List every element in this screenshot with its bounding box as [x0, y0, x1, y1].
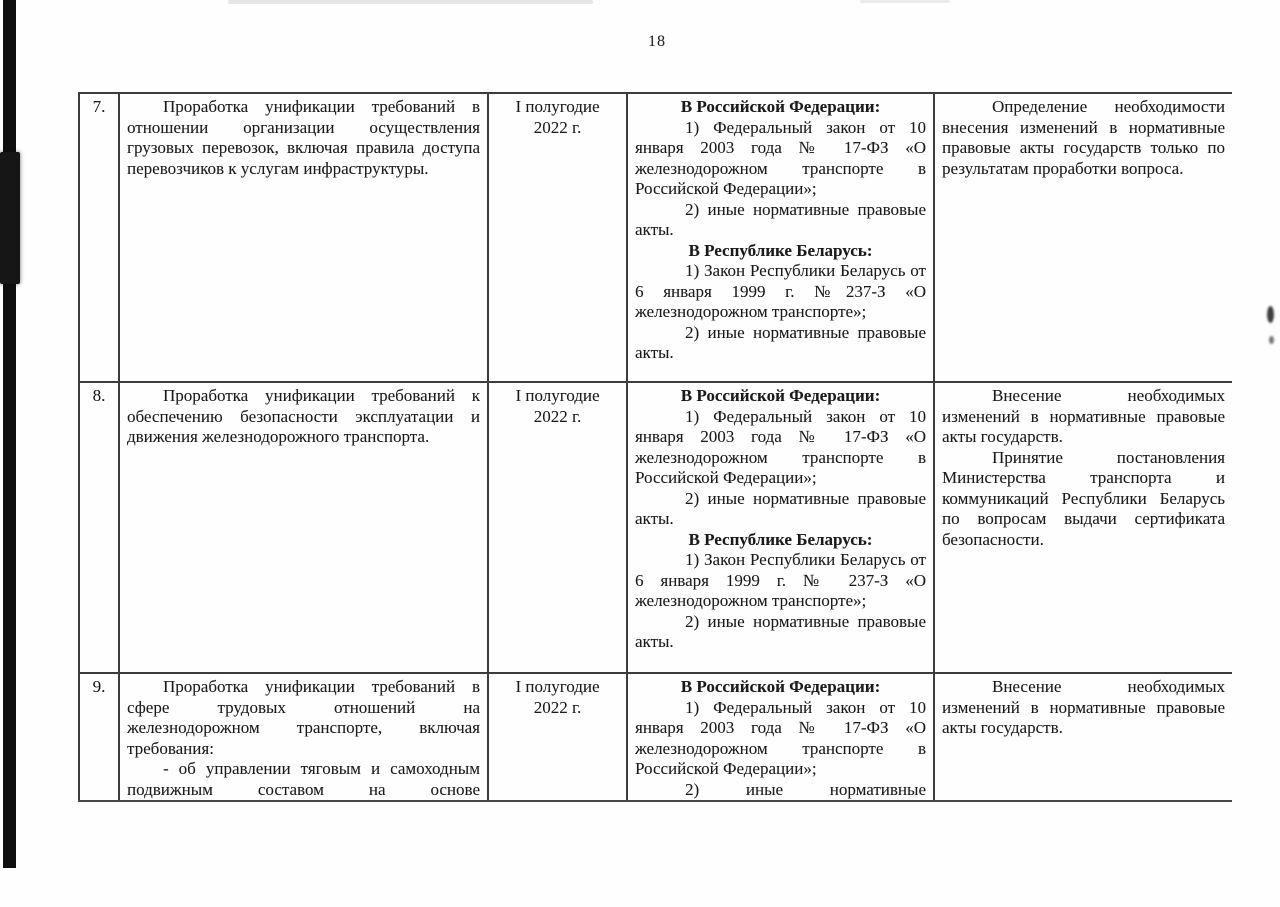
scan-artifact-top-smudge: [860, 0, 950, 3]
measure-cell: [119, 382, 488, 673]
scan-artifact-binding-blob: [0, 152, 20, 284]
scan-artifact-top-smudge: [228, 0, 593, 4]
cell-paragraph: 1) Федеральный закон от 10 января 2003 года № 17-ФЗ «О железнодорожном транспорте в Российской Федерации»;: [635, 697, 926, 778]
row-number-cell: 7.: [79, 93, 119, 382]
period-line-1: I полугодие: [515, 97, 600, 116]
measures-table-container: [78, 92, 1232, 802]
cell-paragraph: В Российской Федерации:: [680, 677, 881, 696]
cell-paragraph: В Российской Федерации:: [680, 97, 881, 116]
cell-paragraph: В Республике Беларусь:: [688, 529, 873, 549]
legal-basis-cell: [627, 382, 934, 673]
cell-paragraph: 2) иные нормативные: [685, 779, 926, 799]
cell-paragraph: Определение необходимости внесения изменений в нормативные правовые акты государств только по результатам проработки вопроса.: [942, 97, 1225, 178]
expected-result-cell: [934, 93, 1232, 382]
scan-artifact-ink-mark: [1267, 306, 1274, 323]
cell-paragraph: В Республике Беларусь:: [688, 240, 873, 260]
period-line-2: 2022 г.: [533, 697, 582, 717]
cell-paragraph: Принятие постановления Министерства транспорта и коммуникаций Республики Беларусь по вопросам выдачи сертификата безопасности.: [942, 447, 1225, 549]
page-number: 18: [648, 33, 666, 50]
table-row-9: [79, 673, 1232, 801]
cell-paragraph: В Российской Федерации:: [680, 386, 881, 405]
row-number-cell: 8.: [79, 382, 119, 673]
cell-paragraph: 2) иные нормативные правовые акты.: [635, 488, 926, 528]
cell-paragraph: 1) Федеральный закон от 10 января 2003 года № 17-ФЗ «О железнодорожном транспорте в Российской Федерации»;: [635, 117, 926, 198]
table-row-8: [79, 382, 1232, 673]
cell-paragraph: Внесение необходимых изменений в нормативные правовые акты государств.: [942, 677, 1225, 737]
cell-paragraph: 2) иные нормативные правовые акты.: [635, 611, 926, 651]
cell-paragraph: 2) иные нормативные правовые акты.: [635, 199, 926, 239]
period-line-2: 2022 г.: [533, 117, 582, 137]
scan-artifact-binding-bar: [3, 0, 16, 868]
period-cell: [488, 93, 627, 382]
cell-paragraph: Проработка унификации требований в сфере трудовых отношений на железнодорожном транспорте, включая требования:: [127, 677, 480, 758]
cell-paragraph: Внесение необходимых изменений в нормативные правовые акты государств.: [942, 386, 1225, 446]
table-row-7: [79, 93, 1232, 382]
legal-basis-cell: [627, 93, 934, 382]
cell-paragraph: 2) иные нормативные правовые акты.: [635, 322, 926, 362]
cell-paragraph: - об управлении тяговым и самоходным подвижным составом на основе: [127, 759, 480, 799]
row-number-cell: 9.: [79, 673, 119, 801]
measures-table: [78, 92, 1232, 802]
period-line-2: 2022 г.: [533, 406, 582, 426]
period-cell: [488, 673, 627, 801]
period-cell: [488, 382, 627, 673]
cell-paragraph: 1) Федеральный закон от 10 января 2003 года № 17-ФЗ «О железнодорожном транспорте в Российской Федерации»;: [635, 406, 926, 487]
cell-paragraph: Проработка унификации требований в отношении организации осуществления грузовых перевозок, включая правила доступа перевозчиков к услугам инфраструктуры.: [127, 97, 480, 178]
legal-basis-cell: [627, 673, 934, 801]
measure-cell: [119, 673, 488, 801]
period-line-1: I полугодие: [515, 386, 600, 405]
cell-paragraph: 1) Закон Республики Беларусь от 6 января 1999 г. №237-З «О железнодорожном транспорте»;: [635, 261, 926, 321]
cell-paragraph: Проработка унификации требований к обеспечению безопасности эксплуатации и движения железнодорожного транспорта.: [127, 386, 480, 446]
expected-result-cell: [934, 382, 1232, 673]
measure-cell: [119, 93, 488, 382]
period-line-1: I полугодие: [515, 677, 600, 696]
cell-paragraph: 1) Закон Республики Беларусь от 6 января 1999 г. № 237-З «О железнодорожном транспорте»;: [635, 550, 926, 610]
expected-result-cell: [934, 673, 1232, 801]
scan-artifact-ink-mark: [1269, 336, 1274, 344]
